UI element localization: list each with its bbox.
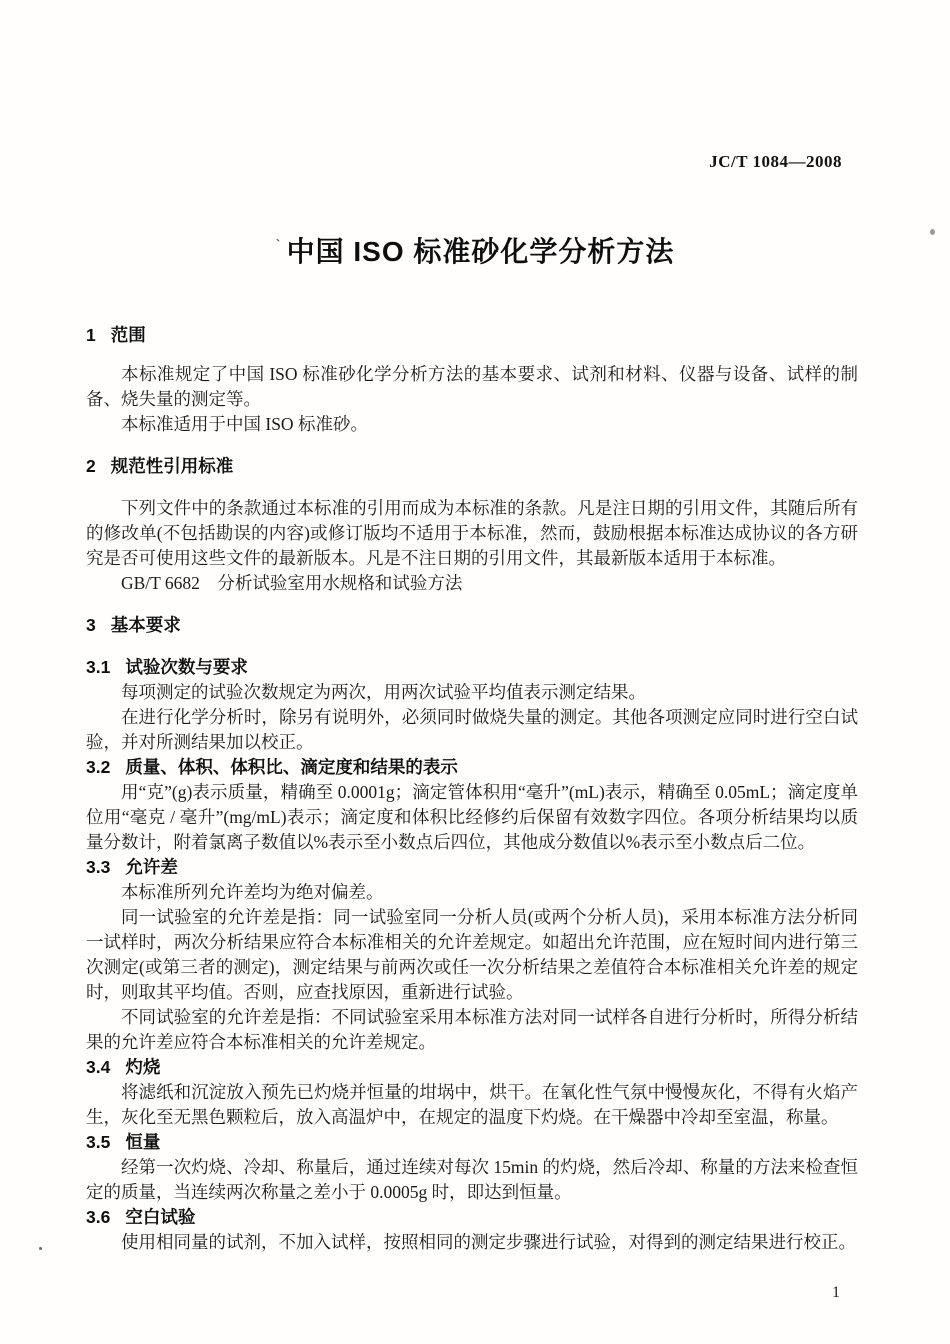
section-heading: [86, 613, 858, 638]
heading-number: 3.4: [86, 1057, 111, 1077]
heading-number: 1: [86, 325, 96, 345]
paragraph: 同一试验室的允许差是指：同一试验室同一分析人员(或两个分析人员)，采用本标准方法分析同一试样时，两次分析结果应符合本标准相关的允许差规定。如超出允许范围，应在短时间内进行第三次测定(或第三者的测定)，测定结果与前两次或任一次分析结果之差值符合本标准相关允许差的规定时，则取其平均值。否则，应查找原因，重新进行试验。: [86, 907, 858, 1002]
paragraph: 经第一次灼烧、冷却、称量后，通过连续对每次 15min 的灼烧，然后冷却、称量的方法来检查恒定的质量，当连续两次称量之差小于 0.0005g 时，即达到恒量。: [86, 1157, 858, 1202]
paragraph: 本标准适用于中国 ISO 标准砂。: [121, 414, 368, 434]
scan-speck: [930, 229, 935, 235]
heading-number: 3.5: [86, 1132, 111, 1152]
heading-number: 3.2: [86, 757, 111, 777]
reference-line: GB/T 6682 分析试验室用水规格和试验方法: [121, 573, 463, 593]
paragraph: 每项测定的试验次数规定为两次，用两次试验平均值表示测定结果。: [121, 682, 646, 702]
subsection-heading: [86, 855, 858, 880]
heading-text: 试验次数与要求: [125, 657, 248, 677]
heading-number: 2: [86, 456, 96, 476]
paragraph: 用“克”(g)表示质量，精确至 0.0001g；滴定管体积用“毫升”(mL)表示，精确至 0.05mL；滴定度单位用“毫克 / 毫升”(mg/mL)表示；滴定度和体积比经修约后保留有效数字四位。各项分析结果均以质量分数计，附着氯离子数值以%表示至小数点后四位，其他成分数值以%表示至小数点后二位。: [86, 782, 858, 852]
page-number: 1: [832, 1284, 840, 1301]
document-title: [0, 230, 950, 270]
standard-code: JC/T 1084—2008: [709, 152, 842, 171]
subsection-heading: [86, 1055, 858, 1080]
heading-text: 允许差: [125, 857, 178, 877]
heading-text: 恒量: [125, 1132, 161, 1152]
section-heading: [86, 454, 858, 479]
heading-number: 3.1: [86, 657, 111, 677]
section-heading: [86, 323, 858, 348]
heading-text: 范围: [110, 325, 146, 345]
document-title-text: 中国 ISO 标准砂化学分析方法: [286, 236, 675, 267]
paragraph: 本标准所列允许差均为绝对偏差。: [121, 882, 384, 902]
heading-text: 基本要求: [110, 615, 181, 635]
subsection-heading: [86, 655, 858, 680]
heading-text: 空白试验: [125, 1207, 196, 1227]
heading-text: 灼烧: [125, 1057, 161, 1077]
scan-artifact-tick: `: [275, 237, 282, 254]
subsection-heading: [86, 1130, 858, 1155]
subsection-heading: [86, 755, 858, 780]
document-body: [86, 322, 858, 1255]
paragraph: 将滤纸和沉淀放入预先已灼烧并恒量的坩埚中，烘干。在氧化性气氛中慢慢灰化，不得有火焰产生，灰化至无黑色颗粒后，放入高温炉中，在规定的温度下灼烧。在干燥器中冷却至室温，称量。: [86, 1082, 858, 1127]
heading-number: 3.3: [86, 857, 111, 877]
heading-number: 3: [86, 615, 96, 635]
paragraph: 本标准规定了中国 ISO 标准砂化学分析方法的基本要求、试剂和材料、仪器与设备、试样的制备、烧失量的测定等。: [86, 364, 858, 409]
paragraph: 不同试验室的允许差是指：不同试验室采用本标准方法对同一试样各自进行分析时，所得分析结果的允许差应符合本标准相关的允许差规定。: [86, 1007, 858, 1052]
heading-number: 3.6: [86, 1207, 111, 1227]
paragraph: 在进行化学分析时，除另有说明外，必须同时做烧失量的测定。其他各项测定应同时进行空白试验，并对所测结果加以校正。: [86, 707, 858, 752]
subsection-heading: [86, 1205, 858, 1230]
scan-speck: [39, 1247, 42, 1250]
heading-text: 质量、体积、体积比、滴定度和结果的表示: [125, 757, 458, 777]
paragraph: 下列文件中的条款通过本标准的引用而成为本标准的条款。凡是注日期的引用文件，其随后所有的修改单(不包括勘误的内容)或修订版均不适用于本标准，然而，鼓励根据本标准达成协议的各方研究是否可使用这些文件的最新版本。凡是不注日期的引用文件，其最新版本适用于本标准。: [86, 498, 858, 568]
paragraph: 使用相同量的试剂，不加入试样，按照相同的测定步骤进行试验，对得到的测定结果进行校正。: [121, 1232, 856, 1252]
heading-text: 规范性引用标准: [110, 456, 234, 476]
